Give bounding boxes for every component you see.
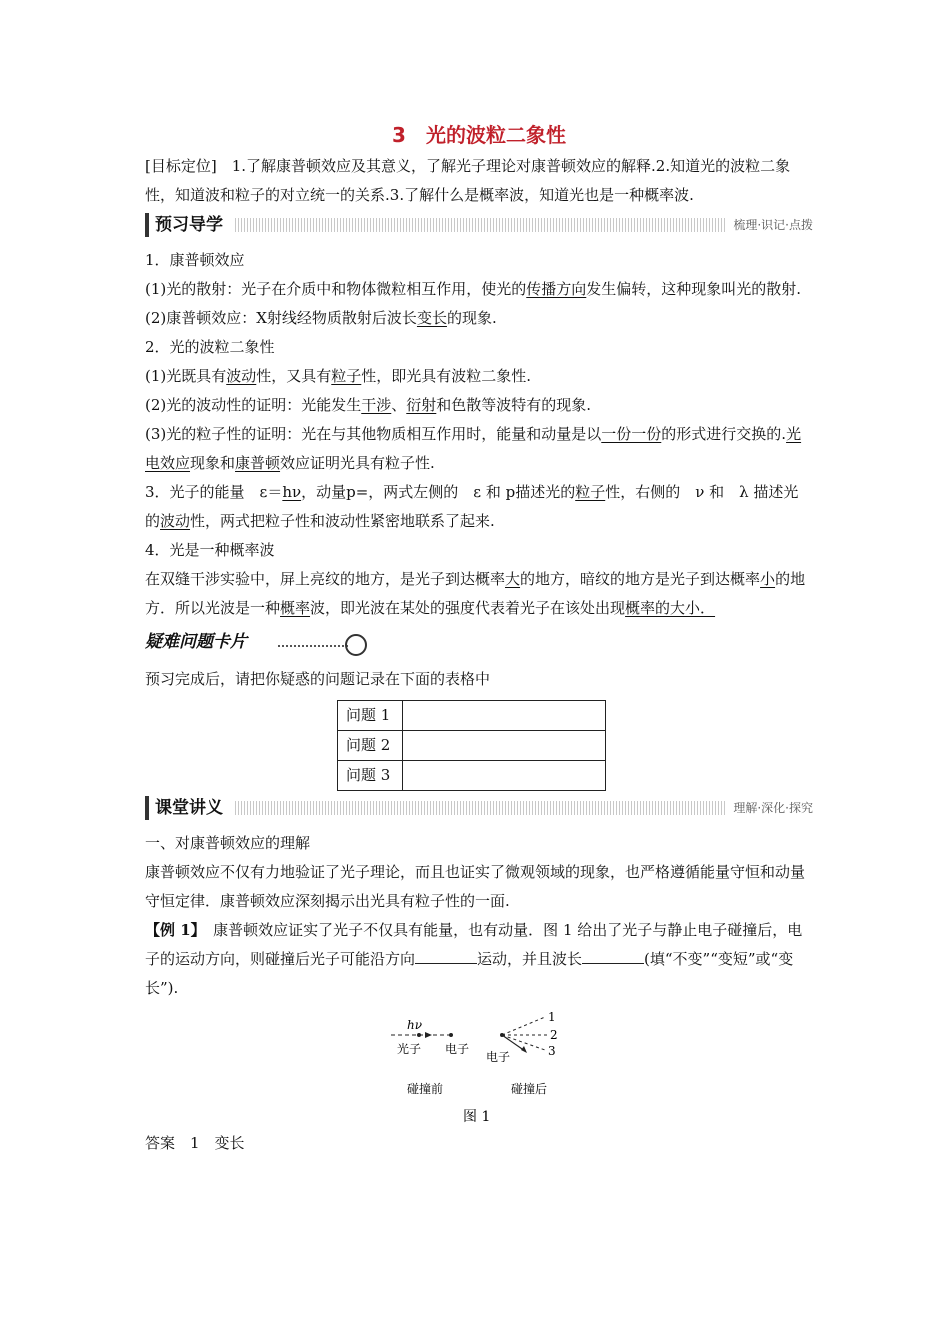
after-label: 碰撞后 [511,1082,548,1096]
text: (1)光的散射：光子在介质中和物体微粒相互作用，使光的 [145,280,527,298]
figure-1 [145,1011,813,1127]
text: 现象和 [190,454,236,472]
text: 性，两式把粒子性和波动性紧密地联系了起来. [190,512,495,530]
question-table [337,700,606,791]
answer-blank[interactable] [582,945,644,964]
answer-underline: 大 [505,570,521,588]
answer-underline: 波动 [160,512,191,530]
dir-3-label: 3 [548,1044,556,1058]
table-row [338,761,606,791]
text: (填“不变”“变短”或“变长”). [145,950,794,997]
text: (2)康普顿效应：X射线经物质散射后波长 [145,309,417,327]
text: 运动，并且波长 [477,950,583,968]
answer-underline: 一份一份 [601,425,662,443]
text: 波，即光波在某处的强度代表着光子在该处出现 [310,599,626,617]
text: (1)光既具有 [145,367,227,385]
dotted-line [278,645,348,647]
text: 、 [391,396,407,414]
sec2-p1 [145,362,813,391]
text: 康普顿效应证实了光子不仅具有能量，也有动量．图 1 给出了光子与静止电子碰撞后，电子的运动方向，则碰撞后光子可能沿方向 [145,921,803,968]
preview-banner-title: 预习导学 [145,213,229,237]
page [145,118,813,1158]
sec2-heading: 2．光的波粒二象性 [145,338,275,356]
text: 的现象. [446,309,497,327]
question-label: 问题 3 [338,761,403,791]
answer-underline: 波动 [226,367,257,385]
text: 的地方，暗纹的地方是光子到达概率 [520,570,761,588]
text: (3)光的粒子性的证明：光在与其他物质相互作用时，能量和动量是以 [145,425,602,443]
photon-arrow [425,1032,432,1038]
sec1-heading: 1．康普顿效应 [145,251,245,269]
answer-underline: 概率的大小． [625,599,716,617]
text: 的形式进行交换的. [661,425,787,443]
sec4-text [145,565,813,623]
text: 性，即光具有波粒二象性. [361,367,532,385]
electron-path [502,1035,525,1051]
answer-underline: 变长 [416,309,447,327]
answer-underline: 小 [760,570,776,588]
question-card-header [145,627,813,661]
objective-text: 1.了解康普顿效应及其意义，了解光子理论对康普顿效应的解释.2.知道光的波粒二象性，知道波和粒子的对立统一的关系.3.了解什么是概率波，知道光也是一种概率波. [145,157,791,204]
answer-underline: 光电效应 [145,425,802,472]
sec3 [145,478,813,536]
text: ，动量p=，两式左侧的 ε 和 p描述光的 [301,483,576,501]
answer-underline: hν [282,483,302,501]
text: 性，右侧的 ν 和 λ 描述光的 [145,483,799,530]
class-banner-subtitle: 理解·深化·探究 [725,796,813,820]
table-row [338,701,606,731]
answer: 答案 1 变长 [145,1134,245,1152]
text: 发生偏转，这种现象叫光的散射. [586,280,802,298]
photon-label: 光子 [397,1042,422,1056]
class-banner-title: 课堂讲义 [145,796,229,820]
figure-caption: 图 1 [463,1109,491,1125]
dir-1-label: 1 [548,1011,556,1024]
question-card-intro: 预习完成后，请把你疑惑的问题记录在下面的表格中 [145,670,491,688]
preview-banner [145,212,813,240]
answer-underline: 粒子 [331,367,362,385]
dir-2-label: 2 [550,1028,558,1042]
sec4-heading: 4．光是一种概率波 [145,541,275,559]
electron-arrow [521,1046,527,1053]
question-label: 问题 2 [338,731,403,761]
text: 3．光子的能量 ε＝ [145,483,283,501]
direction-1-line [502,1017,545,1035]
example-label: 【例 1】 [145,921,199,939]
preview-banner-subtitle: 梳理·识记·点拨 [725,213,813,237]
objective-label: [目标定位] [145,157,217,175]
question-cell[interactable] [403,701,606,731]
answer-blank[interactable] [415,945,477,964]
hv-label: hν [407,1018,423,1032]
part1-text: 康普顿效应不仅有力地验证了光子理论，而且也证实了微观领域的现象，也严格遵循能量守恒和动量守恒定律．康普顿效应深刻揭示出光具有粒子性的一面. [145,863,806,910]
text: 性，又具有 [256,367,332,385]
circle-icon [345,634,367,656]
text: (2)光的波动性的证明：光能发生 [145,396,362,414]
question-label: 问题 1 [338,701,403,731]
question-cell[interactable] [403,731,606,761]
class-banner [145,795,813,823]
before-label: 碰撞前 [407,1082,444,1096]
objective [145,152,813,210]
text: 效应证明光具有粒子性. [280,454,435,472]
part1-heading: 一、对康普顿效应的理解 [145,834,311,852]
sec1-p2 [145,304,813,333]
answer-underline: 衍射 [406,396,437,414]
answer-underline: 粒子 [575,483,606,501]
answer-underline: 传播方向 [526,280,587,298]
page-title: 3 光的波粒二象性 [392,123,566,147]
question-card-title: 疑难问题卡片 [145,632,247,652]
answer-underline: 概率 [280,599,311,617]
sec2-p3 [145,420,813,478]
electron-after-label: 电子 [486,1050,511,1064]
answer-underline: 干涉 [361,396,392,414]
electron-dot [449,1033,453,1037]
answer-underline: 康普顿 [235,454,281,472]
compton-diagram [145,1011,813,1127]
text: 在双缝干涉实验中，屏上亮纹的地方，是光子到达概率 [145,570,506,588]
sec1-p1 [145,275,813,304]
question-cell[interactable] [403,761,606,791]
example1 [145,916,813,1003]
text: 的地方．所以光波是一种 [145,570,806,617]
photon-dot [417,1033,421,1037]
text: 和色散等波特有的现象. [436,396,592,414]
electron-label: 电子 [445,1042,470,1056]
table-row [338,731,606,761]
sec2-p2 [145,391,813,420]
